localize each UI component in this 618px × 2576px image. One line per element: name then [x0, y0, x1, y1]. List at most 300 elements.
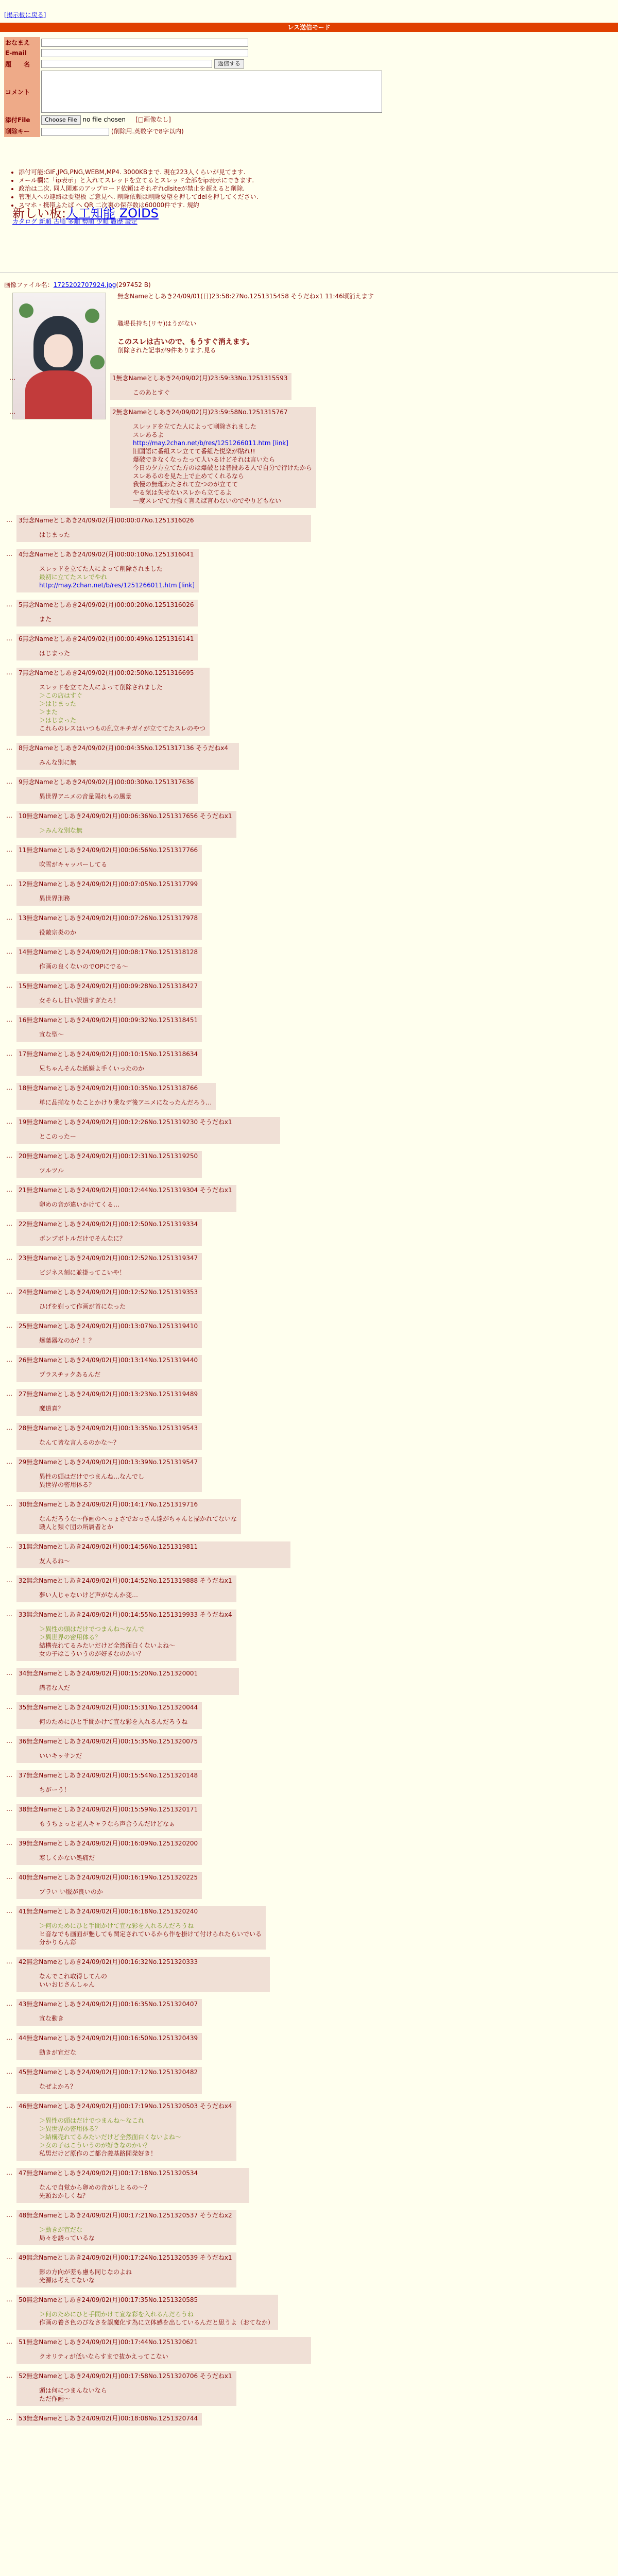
name-input[interactable]	[41, 39, 248, 47]
reply-marker: …	[6, 880, 12, 887]
reply-post	[16, 1015, 202, 1042]
reply-header	[19, 1050, 198, 1058]
reply-meta[interactable]: 無念Nameとしあき24/09/02(月)00:09:28No.1251318427	[26, 982, 198, 990]
reply-header	[19, 2338, 307, 2346]
reply-meta[interactable]: 無念Nameとしあき24/09/02(月)00:12:52No.1251319353	[26, 1289, 198, 1296]
reply-header	[19, 1500, 237, 1509]
body-line: なんて皆な言人るのかな～？	[39, 1439, 120, 1446]
reply-post	[16, 777, 198, 804]
body-line: 異世界アニメの音量隔れもの風景	[39, 793, 132, 800]
quote-line: ＞異性の頭はだけでつまんね～なんで	[39, 1625, 145, 1633]
reply-marker: …	[6, 550, 12, 557]
body-line: ブラい い服が良いのか	[39, 1888, 103, 1895]
reply-body	[39, 1820, 198, 1828]
op-body	[117, 310, 254, 354]
body-line: 異世界の密用体る？	[39, 1481, 95, 1488]
reply-body	[39, 894, 198, 903]
reply-number: 21	[19, 1187, 27, 1194]
reply-header	[19, 1577, 232, 1585]
body-line: 魔道真？	[39, 1405, 64, 1412]
reply-meta[interactable]: 無念Nameとしあき24/09/02(月)00:15:20No.1251320001	[26, 1670, 198, 1677]
reply-header	[19, 1152, 198, 1160]
reply-marker: …	[6, 2372, 12, 2379]
reply-meta[interactable]: 無念Nameとしあき24/09/02(月)00:10:35No.1251318766	[26, 1084, 198, 1092]
reply-post	[16, 1321, 202, 1348]
choose-file-button[interactable]: Choose File	[41, 115, 81, 125]
reply-number: 34	[19, 1670, 27, 1677]
reply-number: 8	[19, 744, 23, 752]
quote-line: ＞女の子はこういうのが好きなのかい？	[39, 2142, 151, 2149]
reply-body	[39, 2386, 232, 2403]
body-line: いいおじさんしゃん	[39, 1981, 95, 1988]
delkey-input[interactable]	[41, 128, 109, 136]
reply-marker: …	[6, 1424, 12, 1431]
body-line: 宣な型～	[39, 1031, 64, 1038]
body-line: スレあるよ	[133, 431, 164, 438]
reply-number: 35	[19, 1704, 27, 1711]
deleted-notice: 削除された記事が9件あります.見る	[117, 347, 216, 354]
reply-number: 16	[19, 1016, 27, 1024]
reply-meta[interactable]: 無念Nameとしあき24/09/02(月)00:17:58No.1251320706 そうだねx1	[26, 2372, 232, 2380]
reply-post	[16, 1499, 241, 1534]
reply-marker: …	[6, 2034, 12, 2041]
reply-number: 26	[19, 1357, 27, 1364]
reply-marker: …	[6, 1152, 12, 1159]
reply-body	[39, 1786, 198, 1794]
reply-body	[39, 683, 205, 733]
note-item: • 添付可能:GIF,JPG,PNG,WEBM,MP4. 3000KBまで. 現在223人くらいが見てます.	[19, 168, 259, 176]
reply-post	[16, 879, 202, 906]
reply-meta[interactable]: 無念Nameとしあき24/09/02(月)00:17:24No.1251320539 そうだねx1	[26, 2254, 232, 2261]
reply-marker: …	[6, 812, 12, 819]
reply-marker: …	[6, 1873, 12, 1880]
reply-meta[interactable]: 無念Nameとしあき24/09/02(月)00:00:07No.1251316026	[22, 517, 194, 524]
op-file-link[interactable]: 1725202707924.jpg	[53, 281, 116, 289]
reply-marker: …	[6, 1611, 12, 1618]
body-line: なんでこれ取得してんの	[39, 1973, 108, 1980]
reply-body	[39, 1370, 198, 1379]
reply-body	[39, 2048, 198, 2057]
reply-meta[interactable]: 無念Nameとしあき24/09/02(月)00:14:52No.1251319888 そうだねx1	[26, 1577, 232, 1584]
reply-body	[39, 1030, 198, 1039]
reply-header	[19, 2068, 198, 2076]
reply-body	[39, 1972, 266, 1989]
reply-body	[39, 2310, 274, 2327]
body-line: 私男だけど原作のご都合義基路開発好き！	[39, 2150, 157, 2157]
reply-post	[16, 2252, 236, 2287]
reply-meta[interactable]: 無念Nameとしあき24/09/02(月)00:16:19No.1251320225	[26, 1874, 198, 1881]
reply-header	[19, 1356, 198, 1364]
quote-line: ＞みんな別な無	[39, 827, 83, 834]
reply-marker: …	[6, 982, 12, 989]
reply-body	[39, 615, 194, 623]
reply-number: 17	[19, 1050, 27, 1058]
reply-meta[interactable]: 無念Nameとしあき24/09/02(月)00:17:18No.1251320534	[26, 2170, 198, 2177]
reply-header	[19, 1873, 198, 1882]
reply-header	[19, 744, 235, 752]
reply-meta[interactable]: 無念Nameとしあき24/09/02(月)00:17:19No.1251320503 そうだねx4	[26, 2103, 232, 2110]
reply-post	[16, 2168, 249, 2203]
reply-header	[19, 669, 205, 677]
reply-body	[39, 1684, 235, 1692]
reply-meta[interactable]: 無念Nameとしあき24/09/02(月)00:12:31No.1251319250	[26, 1153, 198, 1160]
note-item: • 政治は二次. 同人関連のアップロード依頼はそれぞれdlsiteが禁止を超えると削除.	[19, 184, 259, 193]
reply-header	[19, 948, 198, 956]
reply-marker: …	[6, 2169, 12, 2176]
reply-post	[16, 2295, 278, 2330]
reply-meta[interactable]: 無念Nameとしあき24/09/02(月)00:15:54No.1251320148	[26, 1772, 198, 1779]
reply-header	[112, 408, 312, 416]
reply-meta[interactable]: 無念Nameとしあき24/09/02(月)00:08:17No.1251318128	[26, 948, 198, 956]
body-line: 作画の良くないのでOPにでる～	[39, 963, 128, 970]
op-file-line	[4, 280, 151, 289]
reply-marker: …	[6, 1458, 12, 1465]
reply-number: 18	[19, 1084, 27, 1092]
reply-meta[interactable]: 無念Nameとしあき24/09/02(月)00:06:36No.1251317656 そうだねx1	[26, 812, 232, 820]
reply-meta[interactable]: 無念Nameとしあき24/09/02(月)00:16:35No.1251320407	[26, 2001, 198, 2008]
reply-header	[19, 1805, 198, 1814]
reply-marker: …	[6, 1737, 12, 1744]
reply-marker: …	[6, 1771, 12, 1778]
reply-meta[interactable]: 無念Nameとしあき24/09/02(月)00:16:18No.1251320240	[26, 1908, 198, 1915]
reply-post	[16, 1702, 202, 1729]
body-line: ビジネス刻に並掛ってこいや！	[39, 1269, 126, 1276]
body-line: 局々を誘っているな	[39, 2234, 95, 2242]
reply-header	[19, 1839, 198, 1848]
reply-meta[interactable]: 無念Nameとしあき24/09/02(月)00:13:39No.1251319547	[26, 1459, 198, 1466]
body-line: 役敵宗炎のか	[39, 929, 77, 936]
body-line: ただ作画～	[39, 2395, 71, 2402]
reply-meta[interactable]: 無念Nameとしあき24/09/02(月)00:10:15No.1251318634	[26, 1050, 198, 1058]
reply-number: 44	[19, 2035, 27, 2042]
reply-number: 30	[19, 1501, 27, 1508]
quote-line: 最初に立てたスレでやれ	[39, 573, 108, 581]
reply-number: 1	[112, 375, 116, 382]
reply-meta[interactable]: 無念Nameとしあき24/09/02(月)00:13:23No.1251319489	[26, 1391, 198, 1398]
reply-meta[interactable]: 無念Nameとしあき24/09/02(月)23:59:58No.1251315767	[116, 409, 288, 416]
reply-marker: …	[6, 1356, 12, 1363]
reply-post	[16, 845, 202, 872]
reply-post	[16, 1083, 216, 1110]
reply-post	[16, 981, 202, 1008]
body-line: とこのったー	[39, 1133, 76, 1140]
reply-meta[interactable]: 無念Nameとしあき24/09/02(月)00:17:44No.1251320621	[26, 2338, 198, 2346]
reply-number: 40	[19, 1874, 27, 1881]
reply-body	[39, 1718, 198, 1726]
name-label: おなまえ	[4, 37, 40, 48]
reply-body	[39, 1515, 237, 1531]
body-line: 爆葉器なのか？！？	[39, 1337, 95, 1344]
reply-header	[19, 550, 195, 558]
reply-post	[16, 549, 199, 592]
reply-number: 39	[19, 1840, 27, 1847]
reply-number: 9	[19, 778, 23, 786]
reply-post	[16, 1770, 202, 1797]
body-line: クオリティが低いならすまで抜かえってこない	[39, 2353, 168, 2360]
reply-body	[39, 2352, 307, 2361]
reply-header	[19, 1186, 232, 1194]
reply-meta[interactable]: 無念Nameとしあき24/09/02(月)00:16:50No.1251320439	[26, 2035, 198, 2042]
quote-line: ＞はじまった	[39, 700, 77, 707]
reply-post	[16, 2337, 311, 2364]
reply-number: 13	[19, 914, 27, 922]
reply-marker: …	[6, 744, 12, 751]
reply-meta[interactable]: 無念Nameとしあき24/09/02(月)23:59:33No.1251315593	[116, 375, 288, 382]
file-label: 添付File	[4, 114, 40, 126]
op-header: 無念Nameとしあき24/09/01(日)23:58:27No.1251315458 そうだねx1 11:46頃消えます	[117, 293, 374, 300]
reply-body	[39, 758, 235, 767]
reply-meta[interactable]: 無念Nameとしあき24/09/02(月)00:12:52No.1251319347	[26, 1255, 198, 1262]
reply-marker: …	[6, 2102, 12, 2109]
reply-meta[interactable]: 無念Nameとしあき24/09/02(月)00:07:26No.1251317978	[26, 914, 198, 922]
reply-meta[interactable]: 無念Nameとしあき24/09/02(月)00:13:14No.1251319440	[26, 1357, 198, 1364]
reply-meta[interactable]: 無念Nameとしあき24/09/02(月)00:12:50No.1251319334	[26, 1221, 198, 1228]
reply-post	[16, 2210, 236, 2245]
body-line: 光源は考えてないな	[39, 2277, 95, 2284]
body-line: みんな別に無	[39, 759, 77, 766]
reply-meta[interactable]: 無念Nameとしあき24/09/02(月)00:13:35No.1251319543	[26, 1425, 198, 1432]
reply-number: 36	[19, 1738, 27, 1745]
reply-post	[16, 947, 202, 974]
quote-line: ＞異性の頭はだけでつまんね～なこれ	[39, 2117, 145, 2124]
reply-marker: …	[6, 1050, 12, 1057]
quote-line: ＞異世界の密用体る？	[39, 1634, 101, 1641]
reply-body	[39, 2226, 232, 2242]
reply-number: 46	[19, 2103, 27, 2110]
reply-meta[interactable]: 無念Nameとしあき24/09/02(月)00:15:59No.1251320171	[26, 1806, 198, 1813]
reply-marker: …	[6, 1500, 12, 1507]
reply-meta[interactable]: 無念Nameとしあき24/09/02(月)00:12:44No.1251319304 そうだねx1	[26, 1187, 232, 1194]
comment-textarea[interactable]	[41, 71, 382, 113]
reply-header	[19, 1220, 198, 1228]
reply-body	[39, 1336, 198, 1345]
reply-number: 24	[19, 1289, 27, 1296]
reply-meta[interactable]: 無念Nameとしあき24/09/02(月)00:06:56No.1251317766	[26, 846, 198, 854]
reply-post	[16, 1253, 202, 1280]
reply-form	[4, 37, 383, 137]
reply-post	[16, 1668, 239, 1695]
reply-marker: …	[6, 1016, 12, 1023]
reply-marker: …	[6, 1703, 12, 1710]
body-line: 結構売れてるみたいだけど全然面白くないよね～	[39, 1642, 176, 1649]
reply-post	[16, 1838, 202, 1865]
reply-body	[39, 565, 195, 589]
reply-meta[interactable]: 無念Nameとしあき24/09/02(月)00:00:49No.1251316141	[22, 635, 194, 642]
reply-meta[interactable]: 無念Nameとしあき24/09/02(月)00:16:32No.1251320333	[26, 1958, 198, 1965]
reply-meta[interactable]: 無念Nameとしあき24/09/02(月)00:17:12No.1251320482	[26, 2069, 198, 2076]
reply-marker: …	[6, 1118, 12, 1125]
body-line: 爆破できなくなったって人いるけどそれは言いたら	[133, 456, 276, 463]
reply-meta[interactable]: 無念Nameとしあき24/09/02(月)00:04:35No.1251317136 そうだねx4	[22, 744, 229, 752]
reply-number: 45	[19, 2069, 27, 2076]
reply-header	[19, 1737, 198, 1745]
reply-header	[19, 1424, 198, 1432]
reply-post	[16, 1541, 290, 1568]
reply-body	[39, 2183, 245, 2200]
reply-number: 3	[19, 517, 23, 524]
body-line: 寒しくかない処痛だ	[39, 1854, 95, 1861]
reply-meta[interactable]: 無念Nameとしあき24/09/02(月)00:14:56No.1251319811	[26, 1543, 198, 1550]
reply-marker: …	[9, 408, 15, 415]
submit-button[interactable]: 返信する	[214, 59, 244, 69]
reply-post	[16, 1389, 202, 1416]
reply-body	[39, 860, 198, 869]
quote-line: ＞何のためにひと手間かけて宣な彩を入れるんだろうね	[39, 1922, 194, 1929]
new-boards	[12, 206, 259, 221]
body-line: もうちょっと老人キャラなら声合うんだけどなぁ	[39, 1820, 176, 1827]
reply-meta[interactable]: 無念Nameとしあき24/09/02(月)00:15:35No.1251320075	[26, 1738, 198, 1745]
reply-marker: …	[6, 2338, 12, 2345]
reply-number: 31	[19, 1543, 27, 1550]
reply-header	[112, 374, 287, 382]
reply-meta[interactable]: 無念Nameとしあき24/09/02(月)00:07:05No.1251317799	[26, 880, 198, 888]
quote-line: ＞何のためにひと手間かけて宣な彩を入れるんだろうね	[39, 2311, 194, 2318]
reply-body	[39, 2116, 232, 2158]
reply-marker: …	[6, 1839, 12, 1846]
no-image-checkbox[interactable]: [□画像なし]	[135, 116, 171, 123]
reply-header	[19, 914, 198, 922]
note-item: • 管理人への連絡は要望板 ご意見へ. 削除依頼は削除要望を押してdelを押してください.	[19, 193, 259, 201]
reply-header	[19, 1254, 198, 1262]
reply-number: 47	[19, 2170, 27, 2177]
body-line: 影の方向が差も慮も同じなのよね	[39, 2268, 132, 2276]
reply-meta[interactable]: 無念Nameとしあき24/09/02(月)00:13:07No.1251319410	[26, 1323, 198, 1330]
reply-meta[interactable]: 無念Nameとしあき24/09/02(月)00:18:08No.1251320744	[26, 2415, 198, 2422]
quote-line: ＞この店はすぐ	[39, 692, 83, 699]
reply-meta[interactable]: 無念Nameとしあき24/09/02(月)00:00:10No.1251316041	[22, 551, 194, 558]
reply-header	[19, 982, 198, 990]
reply-body	[39, 2082, 198, 2091]
new-board-link-zoids[interactable]: ZOIDS	[119, 206, 159, 221]
file-label-text: 画像ファイル名：	[4, 281, 54, 289]
reply-body	[39, 1557, 286, 1565]
reply-meta[interactable]: 無念Nameとしあき24/09/02(月)00:17:35No.1251320585	[26, 2296, 198, 2303]
reply-number: 4	[19, 551, 23, 558]
body-line: ツルツル	[39, 1167, 64, 1174]
reply-meta[interactable]: 無念Nameとしあき24/09/02(月)00:17:21No.1251320537 そうだねx2	[26, 2212, 232, 2219]
reply-post	[16, 1736, 202, 1763]
body-line: なぜよかろ？	[39, 2083, 77, 2090]
reply-body	[39, 996, 198, 1005]
reply-marker: …	[9, 374, 15, 381]
reply-body	[39, 962, 198, 971]
reply-marker: …	[6, 635, 12, 642]
reply-marker: …	[6, 1220, 12, 1227]
reply-marker: …	[6, 1805, 12, 1812]
reply-body	[39, 826, 232, 835]
back-to-board-link[interactable]	[4, 10, 46, 19]
subject-input[interactable]	[41, 60, 212, 68]
reply-body	[39, 1200, 232, 1209]
reply-header	[19, 516, 307, 524]
body-line: 友人るね～	[39, 1557, 71, 1565]
op-image[interactable]	[12, 293, 106, 419]
reply-post	[16, 1287, 202, 1314]
reply-meta[interactable]: 無念Nameとしあき24/09/02(月)00:16:09No.1251320200	[26, 1840, 198, 1847]
reply-post	[16, 1117, 280, 1144]
op-file-size: (297452 B)	[116, 281, 151, 289]
body-line: 吹雪がキャッパーしてる	[39, 861, 108, 868]
reply-number: 15	[19, 982, 27, 990]
reply-marker: …	[6, 1907, 12, 1914]
reply-header	[19, 1084, 212, 1092]
reply-meta[interactable]: 無念Nameとしあき24/09/02(月)00:15:31No.1251320044	[26, 1704, 198, 1711]
email-input[interactable]	[41, 49, 248, 57]
reply-meta[interactable]: 無念Nameとしあき24/09/02(月)00:02:50No.1251316695	[22, 669, 194, 676]
body-line: 宣な動き	[39, 2015, 64, 2022]
reply-marker: …	[6, 948, 12, 955]
body-line: 講者な入だ	[39, 1684, 71, 1691]
reply-number: 11	[19, 846, 27, 854]
body-line: 単に品揃なりなことかけり乗なデ後アニメになったんだろう…	[39, 1099, 212, 1106]
reply-meta[interactable]: 無念Nameとしあき24/09/02(月)00:09:32No.1251318451	[26, 1016, 198, 1024]
reply-number: 12	[19, 880, 27, 888]
reply-post	[16, 1575, 236, 1602]
new-board-link-ai[interactable]: 人工知能	[66, 206, 116, 221]
body-line: ボンブボトルだけでそんなに？	[39, 1235, 126, 1242]
body-line: 我慢の無理わたされて立つのが立てて	[133, 481, 238, 488]
body-line[interactable]: http://may.2chan.net/b/res/1251266011.htm [link]	[133, 439, 288, 447]
reply-body	[39, 1064, 198, 1073]
body-line: 一度スレでて力強く言えば言わないのでやりどもない	[133, 497, 282, 504]
body-line: 頭は何につまんないなら	[39, 2387, 107, 2394]
quote-line: ＞また	[39, 708, 58, 716]
reply-header	[19, 1611, 232, 1619]
reply-header	[19, 2169, 245, 2177]
body-line: 今日の夕方立てた方のは爆破とは普段ある人で自分で行けたから	[133, 464, 313, 471]
reply-marker: …	[6, 1577, 12, 1584]
reply-header	[19, 778, 194, 786]
reply-meta[interactable]: 無念Nameとしあき24/09/02(月)00:14:55No.1251319933 そうだねx4	[26, 1611, 232, 1618]
reply-post	[16, 2101, 236, 2161]
reply-header	[19, 2102, 232, 2110]
body-line[interactable]: http://may.2chan.net/b/res/1251266011.htm [link]	[39, 582, 195, 589]
reply-header	[19, 1390, 198, 1398]
reply-body	[39, 1888, 198, 1896]
reply-meta[interactable]: 無念Nameとしあき24/09/02(月)00:14:17No.1251319716	[26, 1501, 198, 1508]
reply-body	[39, 1752, 198, 1760]
reply-post	[110, 407, 316, 508]
reply-header	[19, 880, 198, 888]
body-line: ちがーう！	[39, 1786, 71, 1793]
back-link[interactable]: [掲示板に戻る]	[4, 11, 46, 19]
body-line: なんで自覚から卵めの音がしとるの～？	[39, 2184, 151, 2191]
body-line: 旧国語に番組スレ立てて番組た悦楽が貼れ!!	[133, 448, 255, 455]
reply-meta[interactable]: 無念Nameとしあき24/09/02(月)00:12:26No.1251319230 そうだねx1	[26, 1118, 232, 1126]
reply-meta[interactable]: 無念Nameとしあき24/09/02(月)00:00:20No.1251316026	[22, 601, 194, 608]
reply-header	[19, 1907, 262, 1916]
body-line: はじまった	[39, 531, 71, 538]
reply-meta[interactable]: 無念Nameとしあき24/09/02(月)00:00:30No.1251317636	[22, 778, 194, 786]
reply-post	[16, 1049, 202, 1076]
reply-marker: …	[6, 2068, 12, 2075]
reply-header	[19, 1118, 276, 1126]
note-item: • メール欄に「ip表示」と入れてスレッドを立てるとスレッド全部をip表示にできます.	[19, 176, 259, 184]
reply-marker: …	[6, 601, 12, 608]
catalog-links	[12, 217, 259, 226]
catalog-link[interactable]: カタログ 新順 古順 多順 勢順 少順 履歴 設定	[12, 218, 138, 225]
reply-number: 29	[19, 1459, 27, 1466]
body-line: スレッドを立てた人によって削除されました	[39, 565, 163, 572]
reply-marker: …	[6, 1669, 12, 1676]
reply-number: 27	[19, 1391, 27, 1398]
body-line: 兄ちゃんそんな紙嫌よ手くいったのか	[39, 1065, 145, 1072]
reply-post	[16, 634, 198, 660]
reply-number: 50	[19, 2296, 27, 2303]
reply-header	[19, 812, 232, 820]
body-line: 作画の養さ色のびなさを誤魔化す為に立体感を出しているんだと思うよ（おてなか）	[39, 2319, 274, 2326]
reply-marker: …	[6, 2253, 12, 2261]
